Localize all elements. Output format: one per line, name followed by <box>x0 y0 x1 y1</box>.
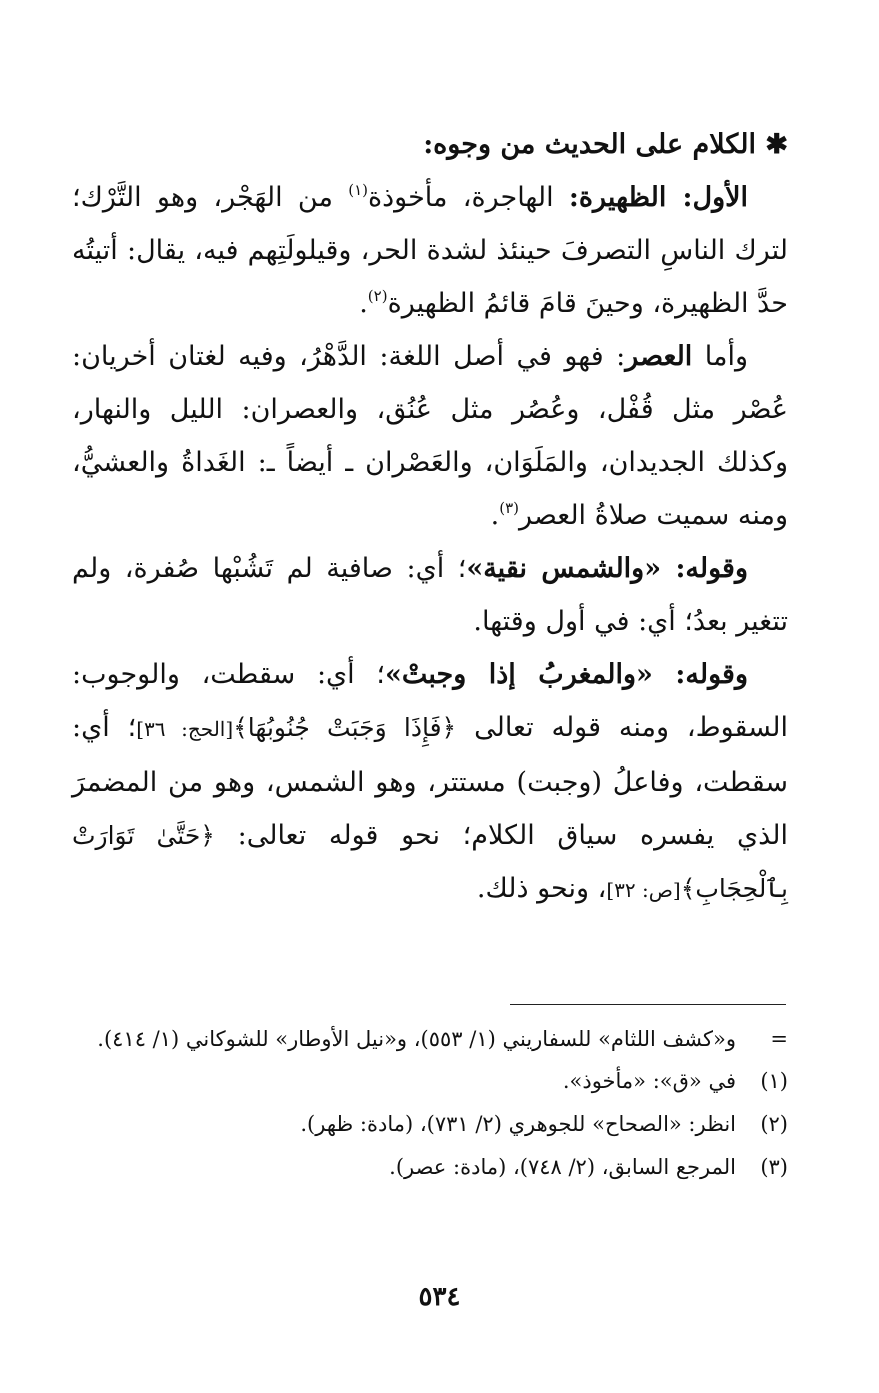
footnote-divider <box>510 1004 786 1005</box>
main-text <box>72 118 788 917</box>
quran-verse-sad: ﴿حَتَّىٰ تَوَارَتْ بِٱلْحِجَابِ﴾ <box>72 821 788 903</box>
paragraph-zuhr-text-2: من الهَجْر، وهو التَّرْك؛ لترك الناسِ التصرفَ حينئذ لشدة الحر، وقيلولَتِهم فيه، يقال: أتيتُه حدَّ الظهيرة، وحينَ قامَ قائمُ الظهيرة <box>72 182 788 319</box>
footnote-item <box>72 1060 788 1103</box>
footnote-number: (١) <box>760 1069 788 1093</box>
footnotes <box>72 1018 788 1189</box>
paragraph-zuhr <box>72 171 788 330</box>
paragraph-clear-sun <box>72 542 788 648</box>
footnote-continuation-text: و«كشف اللثام» للسفاريني (١/ ٥٥٣)، و«نيل الأوطار» للشوكاني (١/ ٤١٤). <box>97 1027 736 1051</box>
paragraph-asr <box>72 330 788 542</box>
continuation-mark: = <box>770 1027 788 1051</box>
quote-maghrib: وقوله: «والمغربُ إذا وجبتْ» <box>384 659 748 690</box>
paragraph-asr-start: وأما <box>692 341 749 372</box>
paragraph-zuhr-text-1: الهاجرة، مأخوذة <box>367 182 569 213</box>
footnote-text: في «ق»: «مأخوذ». <box>562 1069 736 1093</box>
paragraph-asr-end: . <box>490 500 500 531</box>
term-asr: العصر <box>625 341 693 372</box>
verse-ref-hajj: [الحج: ٣٦] <box>136 717 234 741</box>
section-heading: ✱ الكلام على الحديث من وجوه: <box>423 129 788 160</box>
paragraph-maghrib-text-1: ؛ أي: سقطت، والوجوب: السقوط، ومنه قوله تعالى <box>72 659 788 743</box>
paragraph-clear-sun-text: ؛ أي: صافية لم تَشُبْها صُفرة، ولم تتغير بعدُ؛ أي: في أول وقتها. <box>72 553 788 637</box>
page-number: ٥٣٤ <box>418 1282 461 1312</box>
term-zuhr: الأول: الظهيرة: <box>568 182 749 213</box>
footnote-ref-1[interactable]: (١) <box>348 181 368 199</box>
quote-clear-sun: وقوله: «والشمس نقية» <box>466 553 748 584</box>
paragraph-maghrib <box>72 648 788 917</box>
paragraph-asr-text: : فهو في أصل اللغة: الدَّهْرُ، وفيه لغتان أخريان: عُصْر مثل قُفْل، وعُصُر مثل عُنُق، والعصران: الليل والنهار، وكذلك الجديدان، والمَلَوَان، والعَصْران ـ أيضاً ـ: الغَداةُ والعشيُّ، ومنه سميت صلاةُ العصر <box>72 341 788 531</box>
verse-ref-sad: [ص: ٣٢] <box>606 878 681 902</box>
footnote-number: (٢) <box>760 1112 788 1136</box>
footnote-number: (٣) <box>760 1155 788 1179</box>
quran-verse-hajj: ﴿فَإِذَا وَجَبَتْ جُنُوبُهَا﴾ <box>233 713 457 742</box>
footnote-ref-2[interactable]: (٢) <box>367 287 388 305</box>
footnote-item <box>72 1146 788 1189</box>
paragraph-maghrib-text-2: ؛ أي: سقطت، وفاعلُ (وجبت) مستتر، وهو الشمس، وهو من المضمرَ الذي يفسره سياق الكلام؛ نحو قوله تعالى: <box>72 712 789 851</box>
footnote-text: انظر: «الصحاح» للجوهري (٢/ ٧٣١)، (مادة: ظهر). <box>300 1112 736 1136</box>
footnote-ref-3[interactable]: (٣) <box>499 499 519 517</box>
footnote-continuation <box>72 1018 788 1060</box>
paragraph-zuhr-end: . <box>359 288 368 319</box>
footnote-item <box>72 1103 788 1146</box>
paragraph-maghrib-text-3: ، ونحو ذلك. <box>476 873 607 904</box>
footnote-text: المرجع السابق، (٢/ ٧٤٨)، (مادة: عصر). <box>389 1155 736 1179</box>
